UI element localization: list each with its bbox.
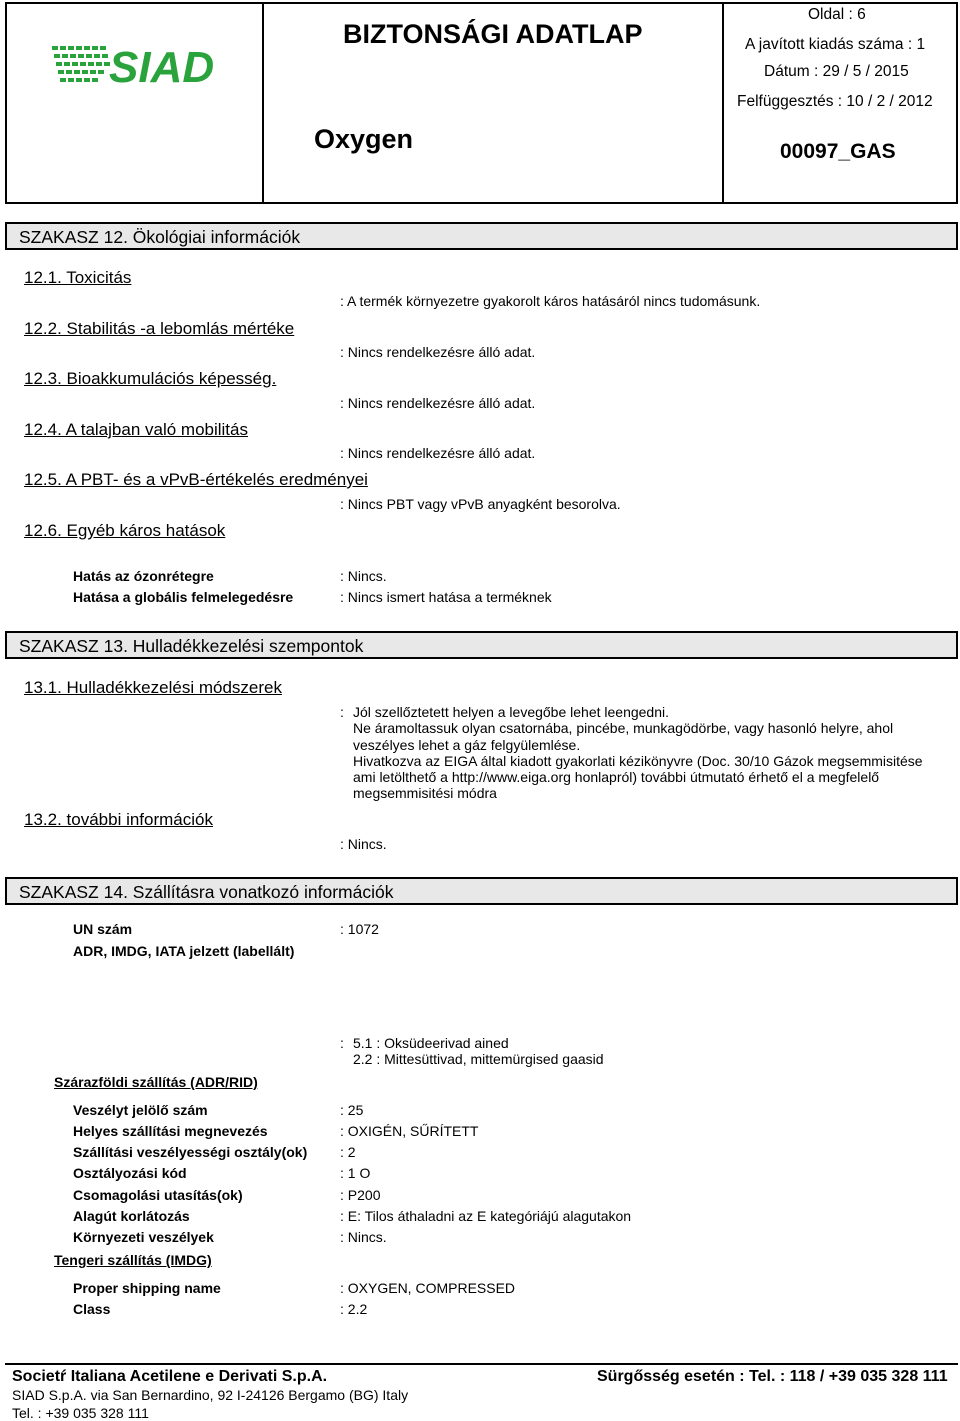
disposal-line: veszélyes lehet a gáz felgyülemlése. [353, 736, 581, 753]
ozone-value: : Nincs. [340, 568, 387, 584]
footer-address: SIAD S.p.A. via San Bernardino, 92 I-24126 Bergamo (BG) Italy [12, 1387, 409, 1403]
heading-13-2: 13.2. további információk [24, 810, 213, 829]
road-transport-heading: Szárazföldi szállítás (ADR/RID) [54, 1074, 258, 1090]
hazard-class-value: : 2 [340, 1144, 356, 1160]
heading-12-2: 12.2. Stabilitás -a lebomlás mértéke [24, 319, 295, 338]
header-divider [722, 4, 724, 202]
methods-colon: : [340, 704, 344, 720]
packing-instruction-label: Csomagolási utasítás(ok) [73, 1187, 243, 1203]
value-12-4: : Nincs rendelkezésre álló adat. [340, 445, 536, 461]
packing-instruction-value: : P200 [340, 1187, 381, 1203]
labels-label: ADR, IMDG, IATA jelzett (labellált) [73, 943, 295, 959]
value-12-5: : Nincs PBT vagy vPvB anyagként besorolva. [340, 496, 621, 512]
disposal-methods-text [353, 704, 923, 802]
environmental-hazards-value: : Nincs. [340, 1229, 387, 1245]
section-14-header [5, 877, 958, 905]
classification-code-value: : 1 O [340, 1165, 371, 1181]
shipping-name-label: Helyes szállítási megnevezés [73, 1123, 268, 1139]
global-warming-value: : Nincs ismert hatása a terméknek [340, 589, 552, 605]
revision-number: A javított kiadás száma : 1 [745, 36, 926, 53]
tunnel-restriction-value: : E: Tilos áthaladni az E kategóriájú alagutakon [340, 1208, 632, 1224]
section-12-title: SZAKASZ 12. Ökológiai információk [19, 227, 301, 247]
disposal-line: Hivatkozva az EIGA által kiadott gyakorlati kézikönyvre (Doc. 30/10 Gázok megsemmisitése [353, 752, 923, 769]
hazard-number-label: Veszélyt jelölő szám [73, 1102, 208, 1118]
product-name: Oxygen [314, 124, 414, 154]
label-item: 2.2 : Mittesüttivad, mittemürgised gaasid [353, 1051, 604, 1068]
class-label: Class [73, 1301, 111, 1317]
svg-text:SIAD: SIAD [109, 43, 215, 88]
further-info-value: : Nincs. [340, 836, 387, 852]
heading-12-6: 12.6. Egyéb káros hatások [24, 521, 226, 540]
section-13-header [5, 631, 958, 659]
footer-emergency: Sürgősség esetén : Tel. : 118 / +39 035 328 111 [597, 1368, 948, 1385]
section-13-title: SZAKASZ 13. Hulladékkezelési szempontok [19, 636, 364, 656]
document-code: 00097_GAS [780, 140, 896, 163]
disposal-line: Ne áramoltassuk olyan csatornába, pincébe, munkagödörbe, vagy hasonló helyre, ahol [353, 720, 894, 737]
class-value: : 2.2 [340, 1301, 368, 1317]
hazard-number-value: : 25 [340, 1102, 364, 1118]
value-12-1: : A termék környezetre gyakorolt káros hatásáról nincs tudomásunk. [340, 293, 761, 309]
labels-colon: : [340, 1035, 344, 1051]
classification-code-label: Osztályozási kód [73, 1165, 187, 1181]
proper-shipping-name-value: : OXYGEN, COMPRESSED [340, 1280, 516, 1296]
un-number-value: : 1072 [340, 921, 379, 937]
disposal-line: Jól szellőztetett helyen a levegőbe lehet leengedni. [353, 704, 669, 720]
footer-company: Societŕ Italiana Acetilene e Derivati S.p.A. [12, 1368, 328, 1385]
heading-13-1: 13.1. Hulladékkezelési módszerek [24, 678, 282, 697]
section-12-header [5, 222, 958, 250]
shipping-name-value: : OXIGÉN, SŰRÍTETT [340, 1123, 479, 1139]
proper-shipping-name-label: Proper shipping name [73, 1280, 221, 1296]
footer-divider [5, 1363, 958, 1365]
label-item: 5.1 : Oksüdeerivad ained [353, 1035, 509, 1051]
disposal-line: megsemmisitési módra [353, 785, 497, 802]
sea-transport-heading: Tengeri szállítás (IMDG) [54, 1252, 212, 1268]
global-warming-label: Hatása a globális felmelegedésre [73, 589, 294, 605]
siad-logo [52, 40, 217, 93]
heading-12-3: 12.3. Bioakkumulációs képesség. [24, 369, 277, 388]
tunnel-restriction-label: Alagút korlátozás [73, 1208, 190, 1224]
labels-values [353, 1035, 604, 1068]
value-12-2: : Nincs rendelkezésre álló adat. [340, 344, 536, 360]
section-14-title: SZAKASZ 14. Szállításra vonatkozó információk [19, 882, 394, 902]
disposal-line: ami letölthető a http://www.eiga.org honlapról) további útmutató érhető el a megfelelő [353, 769, 880, 786]
heading-12-5: 12.5. A PBT- és a vPvB-értékelés eredményei [24, 470, 368, 489]
page-number: Oldal : 6 [808, 6, 866, 23]
heading-12-4: 12.4. A talajban való mobilitás [24, 420, 248, 439]
footer-phone: Tel. : +39 035 328 111 [12, 1405, 149, 1421]
heading-12-1: 12.1. Toxicitás [24, 268, 132, 287]
un-number-label: UN szám [73, 921, 133, 937]
ozone-label: Hatás az ózonrétegre [73, 568, 214, 584]
value-12-3: : Nincs rendelkezésre álló adat. [340, 395, 536, 411]
supersedes-date: Felfüggesztés : 10 / 2 / 2012 [737, 93, 933, 110]
document-title: BIZTONSÁGI ADATLAP [343, 19, 643, 49]
environmental-hazards-label: Környezeti veszélyek [73, 1229, 214, 1245]
header-divider [262, 4, 264, 202]
revision-date: Dátum : 29 / 5 / 2015 [764, 63, 909, 80]
hazard-class-label: Szállítási veszélyességi osztály(ok) [73, 1144, 308, 1160]
